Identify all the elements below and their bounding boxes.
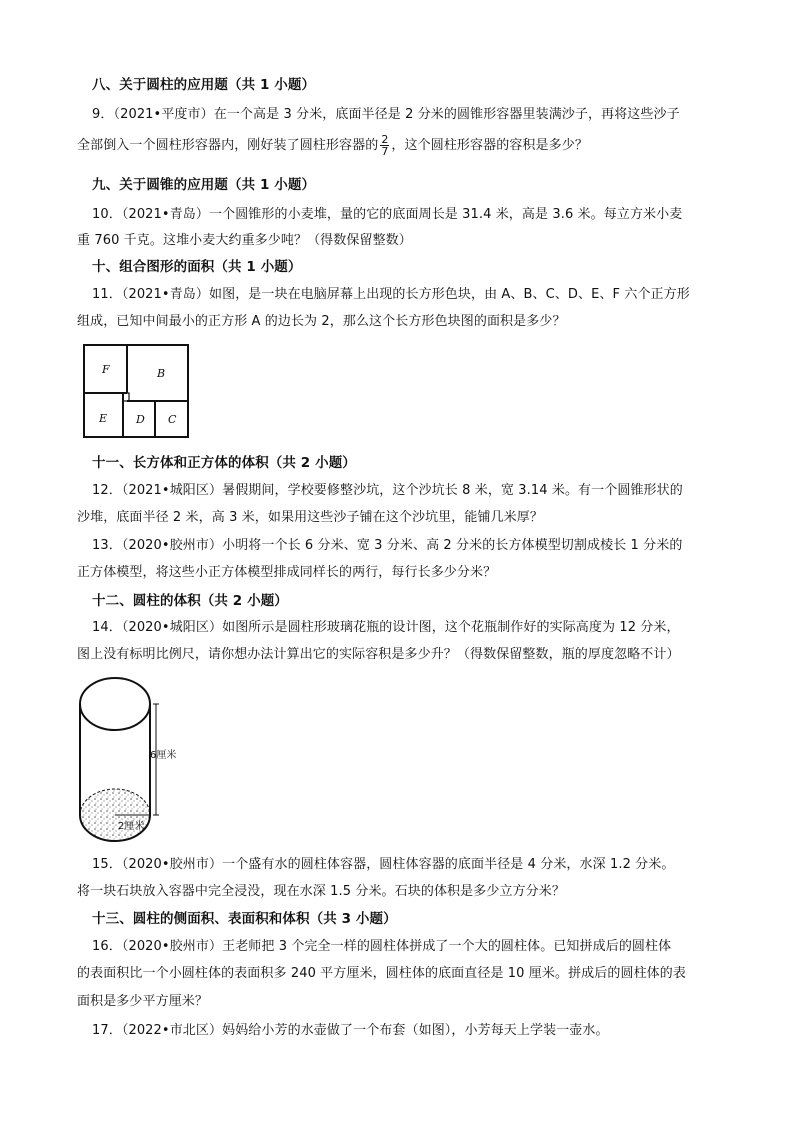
question-17-line-1: 17．（2022•市北区）妈妈给小芳的水壶做了一个布套（如图），小芳每天上学装一壶水。 — [92, 1023, 609, 1038]
fraction-numerator: 2 — [381, 133, 389, 146]
fraction-denominator: 7 — [381, 145, 389, 158]
question-9-text-after: ，这个圆柱形容器的容积是多少？ — [391, 138, 588, 153]
cylinder-top-ellipse — [80, 678, 150, 730]
cylinder-vase-figure — [70, 672, 180, 850]
question-14-line-2: 图上没有标明比例尺，请你想办法计算出它的实际容积是多少升？（得数保留整数，瓶的厚度忽略不计） — [77, 647, 680, 662]
question-16-line-1: 16．（2020•胶州市）王老师把 3 个完全一样的圆柱体拼成了一个大的圆柱体。已知拼成后的圆柱体 — [92, 939, 672, 954]
section-heading-10: 十、组合图形的面积（共 1 小题） — [92, 259, 302, 275]
question-11-line-2: 组成，已知中间最小的正方形 A 的边长为 2，那么这个长方形色块图的面积是多少？ — [77, 314, 566, 329]
section-heading-12: 十二、圆柱的体积（共 2 小题） — [92, 593, 288, 609]
label-c: C — [168, 413, 177, 426]
question-16-line-3: 面积是多少平方厘米？ — [77, 994, 209, 1009]
label-e: E — [99, 412, 108, 425]
question-12-line-1: 12．（2021•城阳区）暑假期间，学校要修整沙坑，这个沙坑长 8 米，宽 3.14 米。有一个圆锥形状的 — [92, 483, 683, 498]
label-f: F — [102, 363, 110, 376]
question-10-line-1: 10．（2021•青岛）一个圆锥形的小麦堆，量的它的底面周长是 31.4 米，高是 3.6 米。每立方米小麦 — [92, 207, 683, 222]
question-14-line-1: 14．（2020•城阳区）如图所示是圆柱形玻璃花瓶的设计图，这个花瓶制作好的实际高度为 12 分米， — [92, 620, 680, 635]
label-d: D — [136, 413, 145, 426]
height-label: 6厘米 — [150, 750, 177, 761]
section-heading-11: 十一、长方体和正方体的体积（共 2 小题） — [92, 455, 356, 471]
question-13-line-1: 13．（2020•胶州市）小明将一个长 6 分米、宽 3 分米、高 2 分米的长方体模型切割成棱长 1 分米的 — [92, 538, 683, 553]
question-15-line-1: 15．（2020•胶州市）一个盛有水的圆柱体容器，圆柱体容器的底面半径是 4 分米，水深 1.2 分米。 — [92, 857, 675, 872]
question-15-line-2: 将一块石块放入容器中完全浸没，现在水深 1.5 分米。石块的体积是多少立方分米？ — [77, 884, 565, 899]
question-10-line-2: 重 760 千克。这堆小麦大约重多少吨？（得数保留整数） — [77, 233, 412, 248]
question-11-line-1: 11．（2021•青岛）如图，是一块在电脑屏幕上出现的长方形色块，由 A、B、C、D、E、F 六个正方形 — [92, 287, 690, 302]
label-b: B — [157, 367, 166, 380]
radius-label: 2厘米 — [118, 821, 145, 832]
question-16-line-2: 的表面积比一个小圆柱体的表面积多 240 平方厘米，圆柱体的底面直径是 10 厘米。拼成后的圆柱体的表 — [77, 966, 686, 981]
fraction-two-sevenths — [380, 134, 389, 157]
question-9-line-1: 9．（2021•平度市）在一个高是 3 分米，底面半径是 2 分米的圆锥形容器里装满沙子，再将这些沙子 — [92, 107, 680, 122]
question-9-line-2 — [77, 134, 588, 157]
section-heading-9: 九、关于圆锥的应用题（共 1 小题） — [92, 177, 316, 193]
question-12-line-2: 沙堆，底面半径 2 米，高 3 米，如果用这些沙子铺在这个沙坑里，能铺几米厚？ — [77, 510, 543, 525]
question-13-line-2: 正方体模型，将这些小正方体模型排成同样长的两行，每行长多少分米？ — [77, 565, 497, 580]
section-heading-13: 十三、圆柱的侧面积、表面积和体积（共 3 小题） — [92, 911, 397, 927]
composite-rectangle-figure — [82, 343, 192, 439]
question-9-text-before: 全部倒入一个圆柱形容器内，刚好装了圆柱形容器的 — [77, 138, 379, 153]
section-heading-8: 八、关于圆柱的应用题（共 1 小题） — [92, 77, 316, 93]
